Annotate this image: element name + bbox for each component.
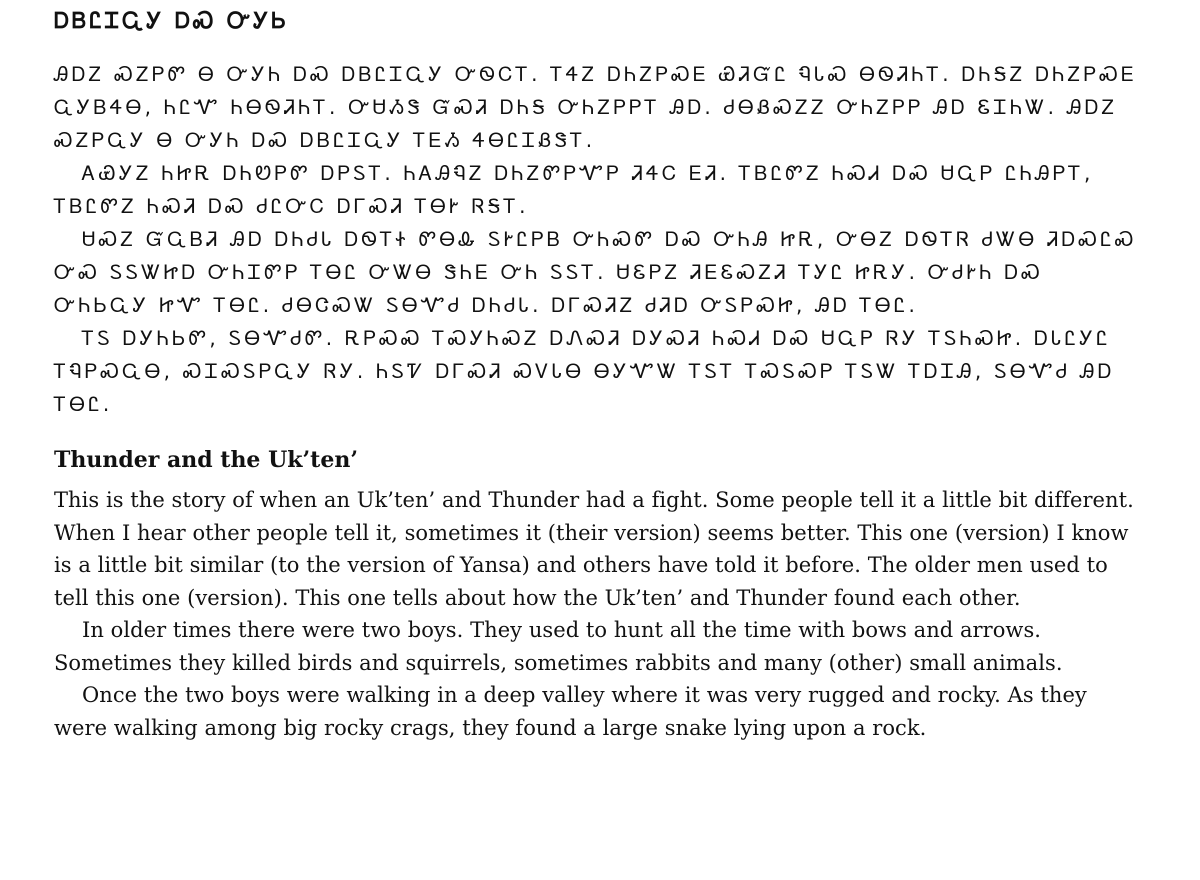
cherokee-section <box>54 6 1146 421</box>
cherokee-paragraph: ᎪᏯᎩᏃ ᏂᏥᎡ ᎠᏂᏬᏢᏛ ᎠᏢᏚᎢ. ᏂᎪᎯᏄᏃ ᎠᏂᏃᏛᏢᏉᏢ ᏘᏎᏟ ᎬᏘ. ᎢᏴᏝᏛᏃ ᏂᏍᏗ ᎠᏍ ᏌᏩᏢ ᏝᏂᎯᏢᎢ, ᎢᏴᏝᏛᏃ ᏂᏍᏘ ᎠᏍ ᏧᏝᏅᏟ ᎠᎱᏍᏘ ᎢᎾᎨ ᏒᎦᎢ. <box>54 161 1094 218</box>
english-body <box>54 484 1146 744</box>
english-paragraph: This is the story of when an Uk’ten’ and Thunder had a fight. Some people tell it a little bit different. When I hear other people tell it, sometimes it (their version) seems better. This one (version) I know is a little bit similar (to the version of Yansa) and others have told it before. The older men used to tell this one (version). This one tells about how the Uk’ten’ and Thunder found each other. <box>54 488 1134 610</box>
cherokee-paragraph: ᎢᏚ ᎠᎩᏂᏏᏛ, ᏚᎾᏉᏧᏛ. ᎡᏢᏍᏍ ᎢᏍᎩᏂᏍᏃ ᎠᏁᏍᏘ ᎠᎩᏍᏘ ᏂᏍᏗ ᎠᏍ ᏌᏩᏢ ᏒᎩ ᎢᏚᏂᏍᏥ. ᎠᏓᏝᎩᏝ ᎢᏄᏢᏍᏩᎾ, ᏍᏆᏍᏚᏢᏩᎩ ᏒᎩ. ᏂᏚᏤ ᎠᎱᏍᏘ ᏍᏙᏓᎾ ᎾᎩᏉᏔ ᎢᏚᎢ ᎢᏍᏚᏍᏢ ᎢᏚᏔ ᎢᎠᏆᎯ, ᏚᎾᏉᏧ ᎯᎠ ᎢᎾᏝ. <box>54 326 1115 416</box>
english-section <box>54 446 1146 744</box>
cherokee-paragraph: ᎯᎠᏃ ᏍᏃᏢᏛ Ꮎ ᏅᎩᏂ ᎠᏍ ᎠᏴᏝᏆᏩᎩ ᏅᏫᏟᎢ. ᎢᏎᏃ ᎠᏂᏃᏢᏍᎬ ᏯᏘᏳᏝ ᏄᏓᏍ ᎾᏫᏘᏂᎢ. ᎠᏂᎦᏃ ᎠᏂᏃᏢᏍᎬ ᏩᎩᏴᏎᎾ, ᏂᏝᏉ ᏂᎾᏫᏘᏂᎢ. ᏅᏌᏱᏕ ᏳᏍᏘ ᎠᏂᎦ ᏅᏂᏃᏢᏢᎢ ᎯᎠ. ᏧᎾᏰᏍᏃᏃ ᏅᏂᏃᏢᏢ ᎯᎠ ᏋᏆᏂᏔ. ᎯᎠᏃ ᏍᏃᏢᏩᎩ Ꮎ ᏅᎩᏂ ᎠᏍ ᎠᏴᏝᏆᏩᎩ ᎢᎬᏱ ᏎᎾᏝᏆᏰᏕᎢ. <box>54 62 1138 152</box>
cherokee-title: ᎠᏴᏝᏆᏩᎩ ᎠᏍ ᏅᎩᏏ <box>54 9 289 34</box>
english-paragraph: In older times there were two boys. They used to hunt all the time with bows and arrows. Sometimes they killed birds and squirrels, sometimes rabbits and many (other) small animals. <box>54 618 1063 675</box>
cherokee-body <box>54 58 1146 421</box>
cherokee-paragraph: ᏌᏍᏃ ᏳᏩᏴᏘ ᎯᎠ ᎠᏂᏧᏓ ᎠᏫᎢᏐ ᏛᎾᎲ ᏚᎨᏝᏢᏴ ᏅᏂᏍᏛ ᎠᏍ ᏅᏂᎯ ᏥᎡ, ᏅᎾᏃ ᎠᏫᎢᏒ ᏧᏔᎾ ᏘᎠᏍᏝᏍ ᏅᏍ ᏚᏚᏔᏥᎠ ᏅᏂᏆᏛᏢ ᎢᎾᏝ ᏅᏔᎾ ᏕᏂᎬ ᏅᏂ ᏚᏚᎢ. ᏌᏋᏢᏃ ᏘᎬᏋᏍᏃᏘ ᎢᎩᏝ ᏥᎡᎩ. ᏅᏧᎨᏂ ᎠᏍ ᏅᏂᏏᏩᎩ ᏥᏉ ᎢᎾᏝ. ᏧᎾᏣᏍᏔ ᏚᎾᏉᏧ ᎠᏂᏧᏓ. ᎠᎱᏍᏘᏃ ᏧᏘᎠ ᏅᏚᏢᏍᏥ, ᎯᎠ ᎢᎾᏝ. <box>54 227 1137 317</box>
english-paragraph: Once the two boys were walking in a deep valley where it was very rugged and rocky. As they were walking among big rocky crags, they found a large snake lying upon a rock. <box>54 683 1087 740</box>
english-title: Thunder and the Uk’ten’ <box>54 447 358 473</box>
